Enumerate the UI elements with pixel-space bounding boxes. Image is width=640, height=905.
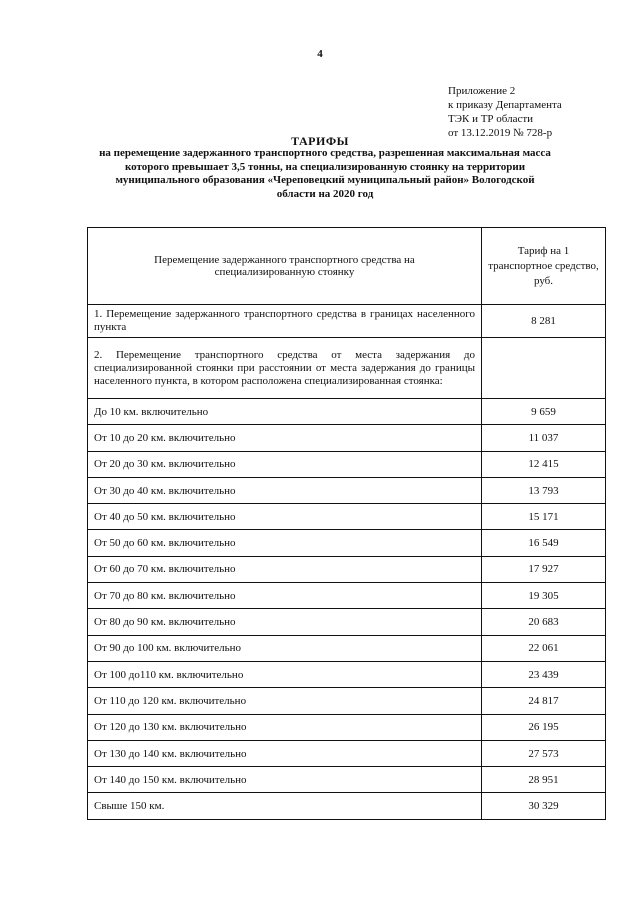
range-label: От 60 до 70 км. включительно xyxy=(88,556,482,582)
table-row xyxy=(88,767,606,793)
range-label: От 140 до 150 км. включительно xyxy=(88,767,482,793)
document-subtitle: на перемещение задержанного транспортного средства, разрешенная максимальная масса которого превышает 3,5 тонны, на специализированную стоянку на территории муниципального образования «Череповецкий муниципальный район» Вологодской области на 2020 год xyxy=(99,147,551,200)
table-row xyxy=(88,714,606,740)
table-row xyxy=(88,688,606,714)
table-row xyxy=(88,661,606,687)
range-label: От 120 до 130 км. включительно xyxy=(88,714,482,740)
table-row xyxy=(88,635,606,661)
range-label: От 130 до 140 км. включительно xyxy=(88,740,482,766)
table-row xyxy=(88,609,606,635)
appendix-line: к приказу Департамента xyxy=(448,99,562,111)
appendix-line: от 13.12.2019 № 728-р xyxy=(448,127,553,139)
header-cell-tariff: Тариф на 1 транспортное средство, руб. xyxy=(482,228,606,305)
range-tariff-value: 17 927 xyxy=(482,556,606,582)
range-tariff-value: 19 305 xyxy=(482,583,606,609)
table-row xyxy=(88,556,606,582)
table-row xyxy=(88,451,606,477)
table-row xyxy=(88,425,606,451)
range-label: От 20 до 30 км. включительно xyxy=(88,451,482,477)
range-tariff-value: 26 195 xyxy=(482,714,606,740)
range-label: От 50 до 60 км. включительно xyxy=(88,530,482,556)
distance-range-rows xyxy=(88,399,606,820)
range-tariff-value: 23 439 xyxy=(482,661,606,687)
row-description: 2. Перемещение транспортного средства от места задержания до специализированной стоянки при расстоянии от места задержания до границы населенного пункта, в котором расположена специализированная стоянка: xyxy=(88,338,482,399)
range-tariff-value: 13 793 xyxy=(482,477,606,503)
page-number: 4 xyxy=(317,48,323,60)
header-cell-description: Перемещение задержанного транспортного средства на специализированную стоянку xyxy=(88,228,482,305)
row-description: 1. Перемещение задержанного транспортного средства в границах населенного пункта xyxy=(88,305,482,338)
table-row xyxy=(88,530,606,556)
table-row xyxy=(88,583,606,609)
range-tariff-value: 27 573 xyxy=(482,740,606,766)
range-label: От 30 до 40 км. включительно xyxy=(88,477,482,503)
range-tariff-value: 12 415 xyxy=(482,451,606,477)
table-row xyxy=(88,477,606,503)
appendix-reference xyxy=(448,84,562,140)
tariff-table xyxy=(87,227,606,820)
range-tariff-value: 11 037 xyxy=(482,425,606,451)
table-row xyxy=(88,338,606,399)
appendix-line: ТЭК и ТР области xyxy=(448,113,534,125)
range-tariff-value: 22 061 xyxy=(482,635,606,661)
range-label: До 10 км. включительно xyxy=(88,399,482,425)
range-label: От 40 до 50 км. включительно xyxy=(88,504,482,530)
table-row xyxy=(88,399,606,425)
range-label: От 10 до 20 км. включительно xyxy=(88,425,482,451)
range-label: От 90 до 100 км. включительно xyxy=(88,635,482,661)
range-label: От 70 до 80 км. включительно xyxy=(88,583,482,609)
appendix-line: Приложение 2 xyxy=(448,85,516,97)
range-label: Свыше 150 км. xyxy=(88,793,482,819)
table-row xyxy=(88,504,606,530)
row-tariff-value xyxy=(482,338,606,399)
range-tariff-value: 24 817 xyxy=(482,688,606,714)
range-tariff-value: 30 329 xyxy=(482,793,606,819)
table-row xyxy=(88,740,606,766)
table-row xyxy=(88,793,606,819)
range-label: От 80 до 90 км. включительно xyxy=(88,609,482,635)
table-header-row xyxy=(88,228,606,305)
table-row xyxy=(88,305,606,338)
document-title: ТАРИФЫ xyxy=(291,134,349,148)
range-label: От 100 до110 км. включительно xyxy=(88,661,482,687)
range-label: От 110 до 120 км. включительно xyxy=(88,688,482,714)
range-tariff-value: 20 683 xyxy=(482,609,606,635)
range-tariff-value: 16 549 xyxy=(482,530,606,556)
range-tariff-value: 28 951 xyxy=(482,767,606,793)
row-tariff-value: 8 281 xyxy=(482,305,606,338)
range-tariff-value: 15 171 xyxy=(482,504,606,530)
range-tariff-value: 9 659 xyxy=(482,399,606,425)
